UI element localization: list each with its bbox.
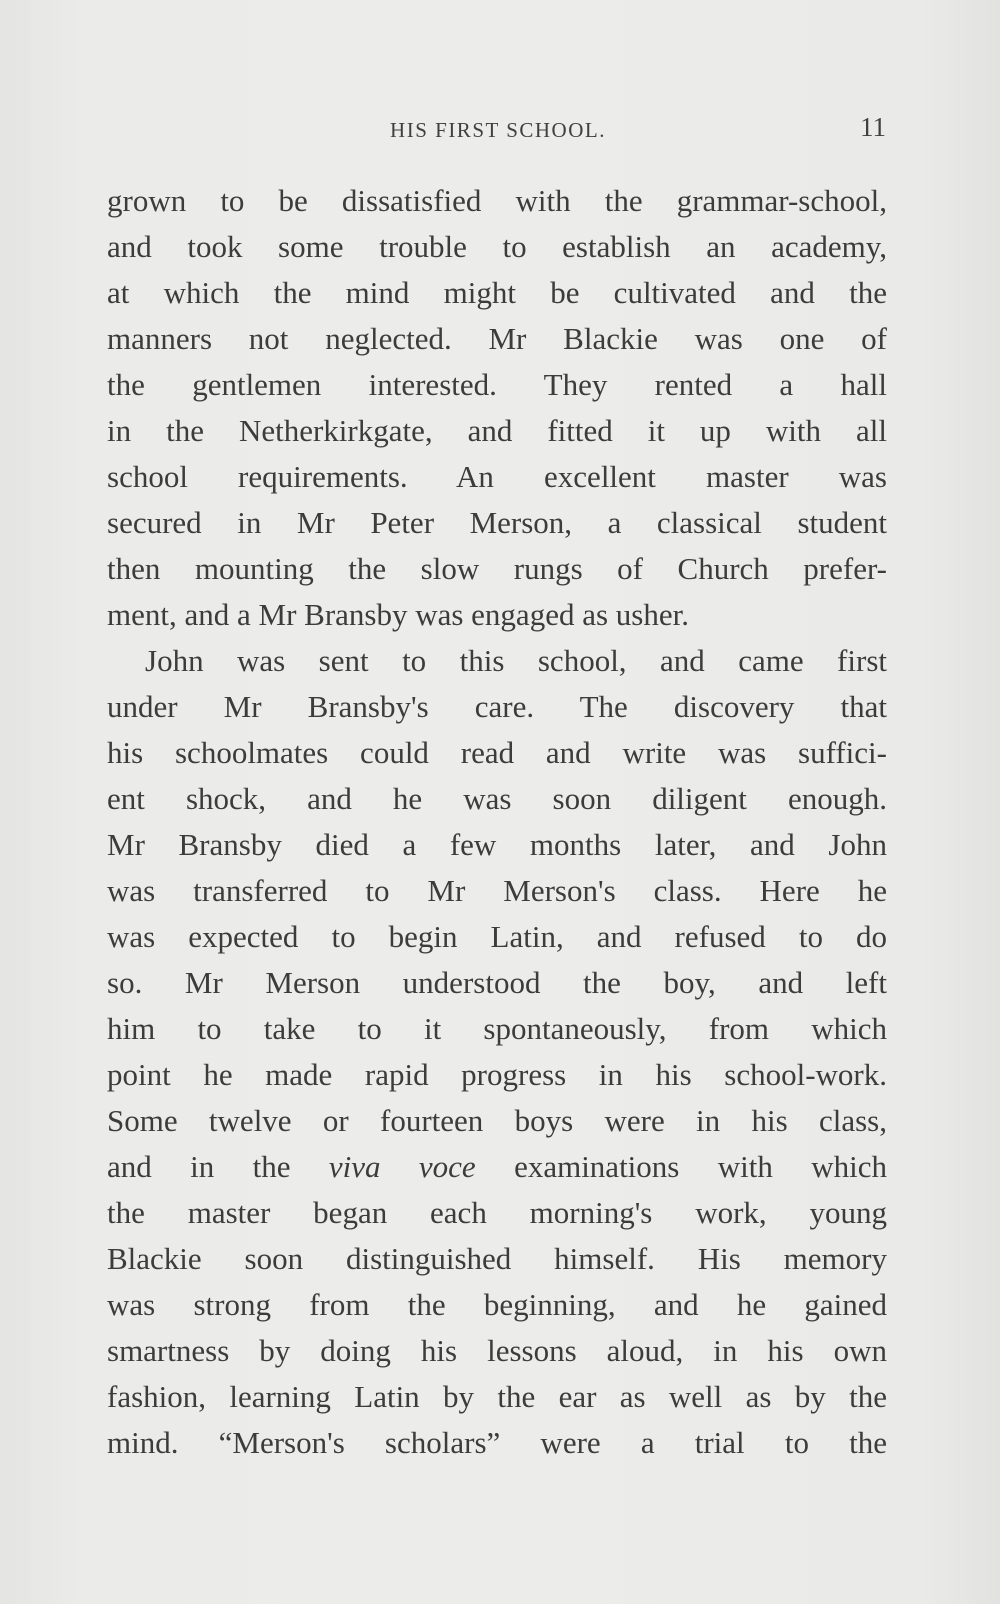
running-title: HIS FIRST SCHOOL. — [390, 118, 606, 142]
text-line: him to take to it spontaneously, from which — [107, 1011, 887, 1046]
text-line: ent shock, and he was soon diligent enough. — [107, 781, 887, 816]
text-line: school requirements. An excellent master was — [107, 459, 887, 494]
running-head — [108, 112, 888, 152]
text-line-with-italic — [107, 1144, 887, 1190]
page-number: 11 — [860, 112, 886, 142]
text-line: Mr Bransby died a few months later, and John — [107, 827, 887, 862]
line-text-before: and in the — [107, 1149, 329, 1184]
line-text-after: examinations with which — [475, 1149, 887, 1184]
text-line: smartness by doing his lessons aloud, in his own — [107, 1333, 887, 1368]
text-line: secured in Mr Peter Merson, a classical student — [107, 505, 887, 540]
text-line: mind. “Merson's scholars” were a trial to the — [107, 1425, 887, 1460]
text-line: fashion, learning Latin by the ear as well as by the — [107, 1379, 887, 1414]
text-line: was expected to begin Latin, and refused to do — [107, 919, 887, 954]
text-line: was transferred to Mr Merson's class. Here he — [107, 873, 887, 908]
text-line: Blackie soon distinguished himself. His memory — [107, 1241, 887, 1276]
text-line: manners not neglected. Mr Blackie was one of — [107, 321, 887, 356]
text-line: point he made rapid progress in his school-work. — [107, 1057, 887, 1092]
text-line: his schoolmates could read and write was suffici- — [107, 735, 887, 770]
text-line: Some twelve or fourteen boys were in his class, — [107, 1103, 887, 1138]
text-line: so. Mr Merson understood the boy, and left — [107, 965, 887, 1000]
text-line: the master began each morning's work, young — [107, 1195, 887, 1230]
text-line: and took some trouble to establish an academy, — [107, 229, 887, 264]
text-line: then mounting the slow rungs of Church prefer- — [107, 551, 887, 586]
text-line: in the Netherkirkgate, and fitted it up with all — [107, 413, 887, 448]
text-line: grown to be dissatisfied with the grammar-school, — [107, 183, 887, 218]
text-line: the gentlemen interested. They rented a hall — [107, 367, 887, 402]
text-line: under Mr Bransby's care. The discovery that — [107, 689, 887, 724]
italic-phrase: viva voce — [328, 1149, 476, 1184]
paragraph-end-line: ment, and a Mr Bransby was engaged as usher. — [107, 597, 689, 632]
text-line: at which the mind might be cultivated and the — [107, 275, 887, 310]
paragraph-start-line: John was sent to this school, and came first — [145, 643, 887, 678]
body-text — [107, 178, 887, 1466]
text-line: was strong from the beginning, and he gained — [107, 1287, 887, 1322]
